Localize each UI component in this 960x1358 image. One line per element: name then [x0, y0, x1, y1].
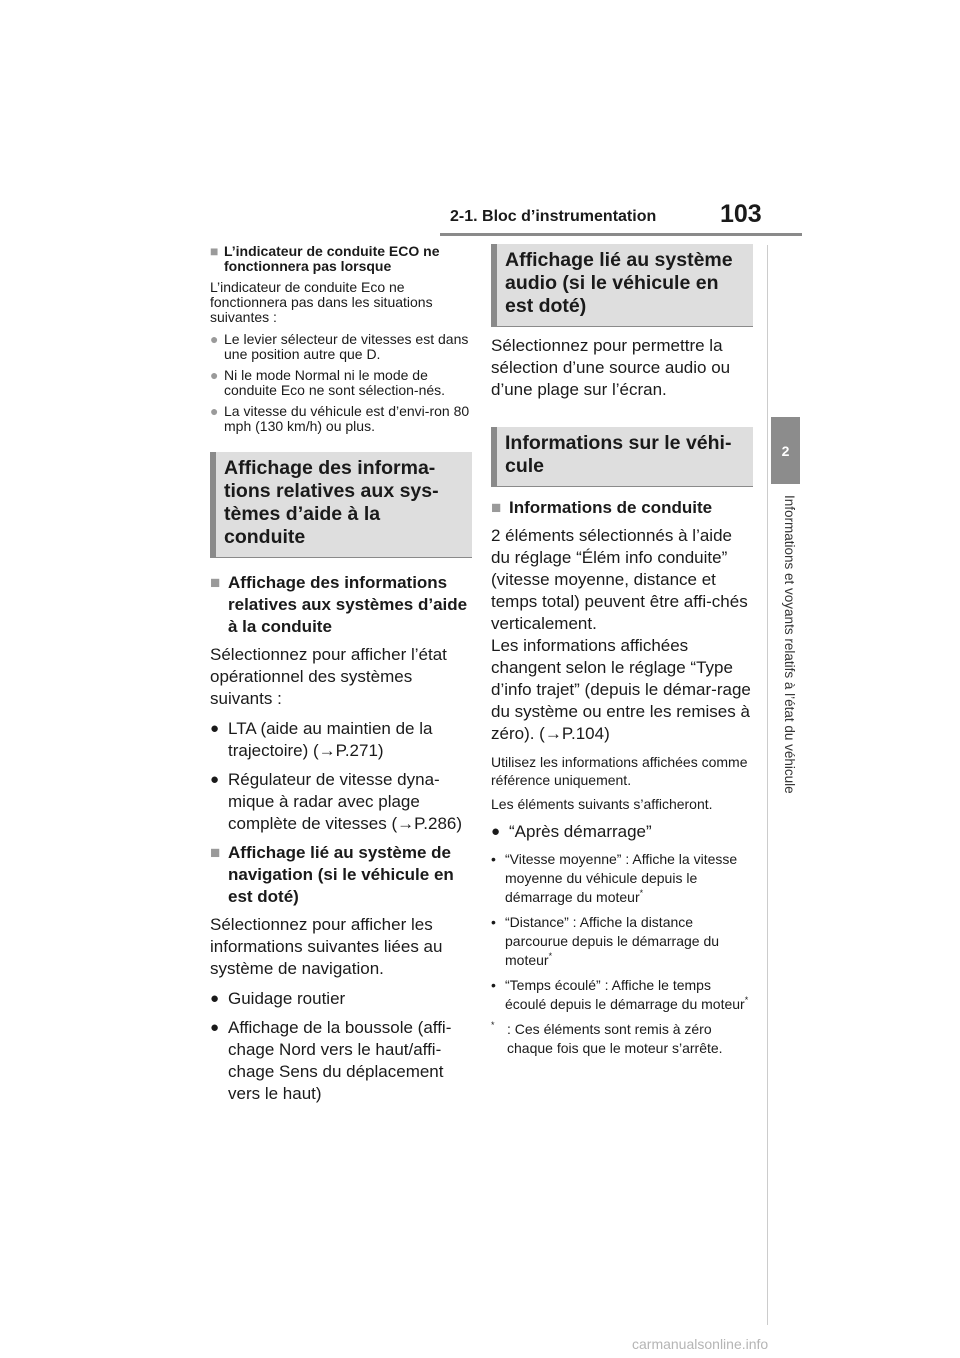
list-item: ● Ni le mode Normal ni le mode de conduite Eco ne sont sélection-nés. — [210, 367, 446, 398]
driver-assist-heading: ■ Affichage des informations relatives aux systèmes d’aide à la conduite — [210, 573, 468, 636]
list-item: ● Le levier sélecteur de vitesses est dans une position autre que D. — [210, 331, 469, 362]
chapter-tab: 2 — [771, 417, 800, 484]
watermark: carmanualsonline.info — [632, 1336, 769, 1352]
bullet-icon: ● — [210, 771, 220, 788]
driving-info-text-1: 2 éléments sélectionnés à l’aide du réglage “Élém info conduite” (vitesse moyenne, distance et temps total) peuvent être affi-chés verticalement. — [491, 526, 748, 633]
bullet-icon: ● — [491, 823, 501, 840]
bullet-icon: ● — [210, 720, 220, 737]
sub-list-item: • “Vitesse moyenne” : Affiche la vitesse moyenne du véhicule depuis le démarrage du moteur* — [491, 851, 738, 905]
square-icon: ■ — [210, 243, 219, 259]
asterisk-mark: * — [548, 951, 553, 961]
section-box-vehicle-info: Informations sur le véhi-cule — [491, 427, 753, 487]
asterisk-mark: * — [639, 888, 644, 898]
small-bullet-icon: • — [491, 977, 496, 993]
navigation-heading: ■ Affichage lié au système de navigation (si le véhicule en est doté) — [210, 843, 454, 906]
list-item: ● Guidage routier — [210, 989, 346, 1008]
small-bullet-icon: • — [491, 851, 496, 867]
footnote: * : Ces éléments sont remis à zéro chaque fois que le moteur s’arrête. — [491, 1020, 723, 1056]
side-rule — [767, 245, 768, 1325]
dot-icon: ● — [210, 331, 219, 347]
square-icon: ■ — [210, 573, 221, 592]
after-start-item: ● “Après démarrage” — [491, 822, 652, 841]
note-following: Les éléments suivants s’afficheront. — [491, 796, 713, 812]
chapter-title-vertical: Informations et voyants relatifs à l’état du véhicule — [782, 495, 797, 794]
square-icon: ■ — [210, 843, 221, 862]
left-column — [210, 244, 472, 1112]
list-item: ● Affichage de la boussole (affi-chage Nord vers le haut/affi-chage Sens du déplacement vers le haut) — [210, 1018, 452, 1103]
header-rule — [440, 233, 802, 236]
note-reference: Utilisez les informations affichées comme référence uniquement. — [491, 754, 748, 788]
driver-assist-text: Sélectionnez pour afficher l’état opérationnel des systèmes suivants : — [210, 645, 447, 708]
square-icon: ■ — [491, 498, 502, 517]
asterisk-mark: * — [491, 1020, 495, 1030]
sub-list-item: • “Distance” : Affiche la distance parcourue depuis le démarrage du moteur* — [491, 914, 720, 968]
list-item: ● LTA (aide au maintien de la trajectoire) (→P.271) — [210, 719, 433, 760]
eco-intro: L’indicateur de conduite Eco ne fonctionnera pas dans les situations suivantes : — [210, 279, 433, 325]
section-box-audio: Affichage lié au système audio (si le véhicule en est doté) — [491, 244, 753, 327]
section-title: 2-1. Bloc d’instrumentation — [450, 208, 657, 225]
navigation-text: Sélectionnez pour afficher les informations suivantes liées au système de navigation. — [210, 915, 443, 978]
right-column — [491, 244, 753, 1058]
audio-text: Sélectionnez pour permettre la sélection d’une source audio ou d’une plage sur l’écran. — [491, 336, 731, 399]
bullet-icon: ● — [210, 990, 220, 1007]
page-number: 103 — [720, 200, 762, 228]
driving-info-heading: ■ Informations de conduite — [491, 498, 713, 517]
eco-heading: ■ L’indicateur de conduite ECO ne fonctionnera pas lorsque — [210, 243, 440, 274]
section-box-driver-assist: Affichage des informa-tions relatives aux sys-tèmes d’aide à la conduite — [210, 452, 472, 558]
sub-list-item: • “Temps écoulé” : Affiche le temps écoulé depuis le démarrage du moteur* — [491, 977, 749, 1012]
dot-icon: ● — [210, 403, 219, 419]
bullet-icon: ● — [210, 1019, 220, 1036]
driving-info-text-2: Les informations affichées changent selon le réglage “Type d’info trajet” (depuis le démar-rage du système ou entre les remises à zéro). (→P.104) — [491, 636, 751, 743]
small-bullet-icon: • — [491, 914, 496, 930]
list-item: ● Régulateur de vitesse dyna-mique à radar avec plage complète de vitesses (→P.286) — [210, 770, 463, 833]
dot-icon: ● — [210, 367, 219, 383]
asterisk-mark: * — [744, 995, 749, 1005]
list-item: ● La vitesse du véhicule est d’envi-ron 80 mph (130 km/h) ou plus. — [210, 403, 470, 434]
